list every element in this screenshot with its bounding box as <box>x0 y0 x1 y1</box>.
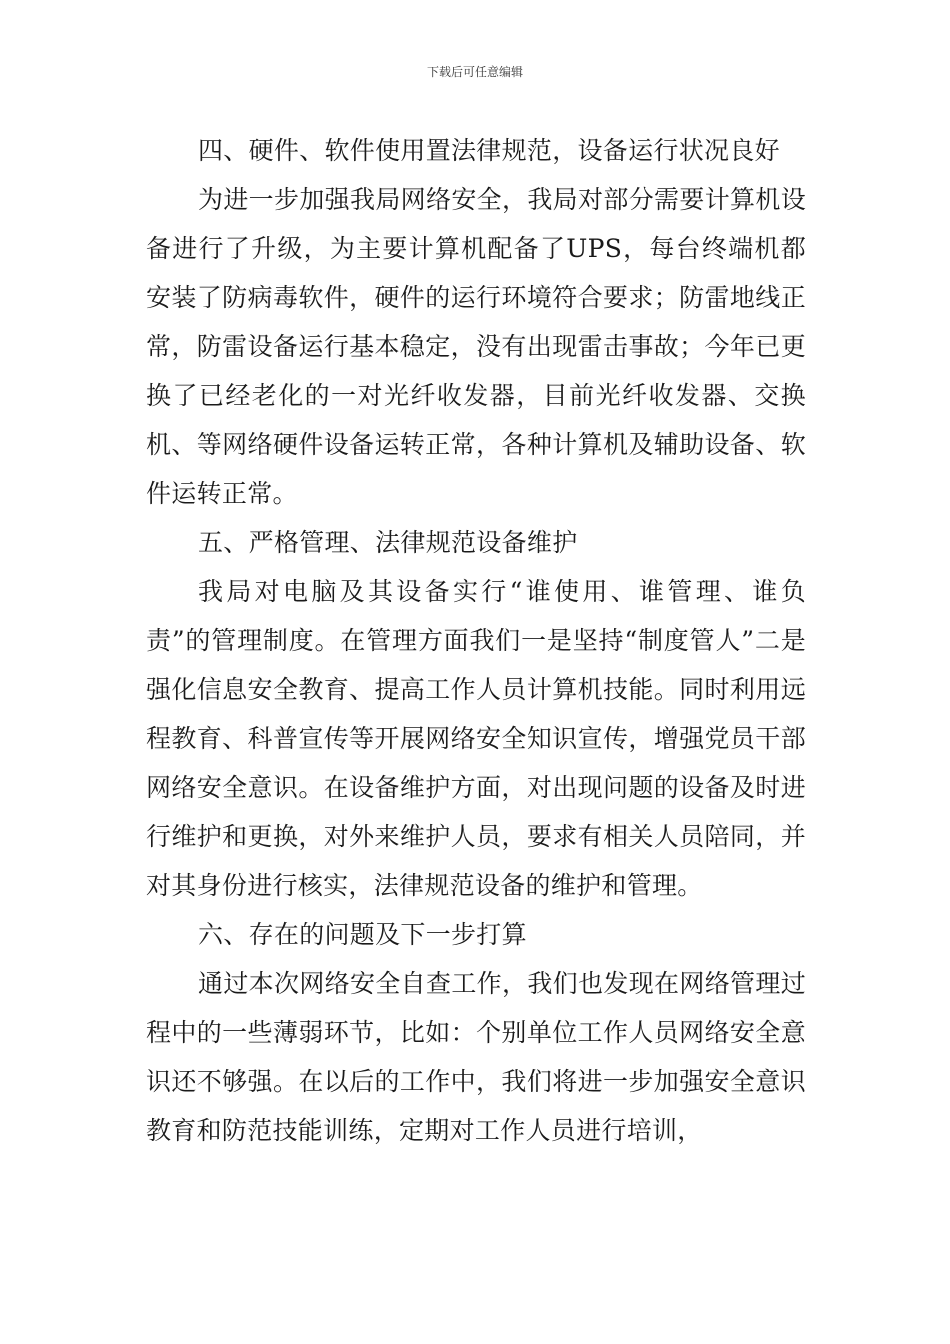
section-heading-4: 四、硬件、软件使用置法律规范，设备运行状况良好 <box>198 136 780 165</box>
document-body <box>146 126 806 1155</box>
section-heading-5: 五、严格管理、法律规范设备维护 <box>198 528 578 557</box>
section-paragraph-4: 为进一步加强我局网络安全，我局对部分需要计算机设备进行了升级，为主要计算机配备了UPS，每台终端机都安装了防病毒软件，硬件的运行环境符合要求；防雷地线正常，防雷设备运行基本稳定，没有出现雷击事故；今年已更换了已经老化的一对光纤收发器，目前光纤收发器、交换机、等网络硬件设备运转正常，各种计算机及辅助设备、软件运转正常。 <box>146 185 806 508</box>
section-heading-6: 六、存在的问题及下一步打算 <box>198 920 527 949</box>
page-header: 下载后可任意编辑 <box>426 65 523 79</box>
section-paragraph-5: 我局对电脑及其设备实行“谁使用、谁管理、谁负责”的管理制度。在管理方面我们一是坚持“制度管人”二是强化信息安全教育、提高工作人员计算机技能。同时利用远程教育、科普宣传等开展网络安全知识宣传，增强党员干部网络安全意识。在设备维护方面，对出现问题的设备及时进行维护和更换，对外来维护人员，要求有相关人员陪同，并对其身份进行核实，法律规范设备的维护和管理。 <box>146 577 806 900</box>
section-paragraph-6: 通过本次网络安全自查工作，我们也发现在网络管理过程中的一些薄弱环节，比如：个别单位工作人员网络安全意识还不够强。在以后的工作中，我们将进一步加强安全意识教育和防范技能训练，定期对工作人员进行培训， <box>146 969 806 1145</box>
